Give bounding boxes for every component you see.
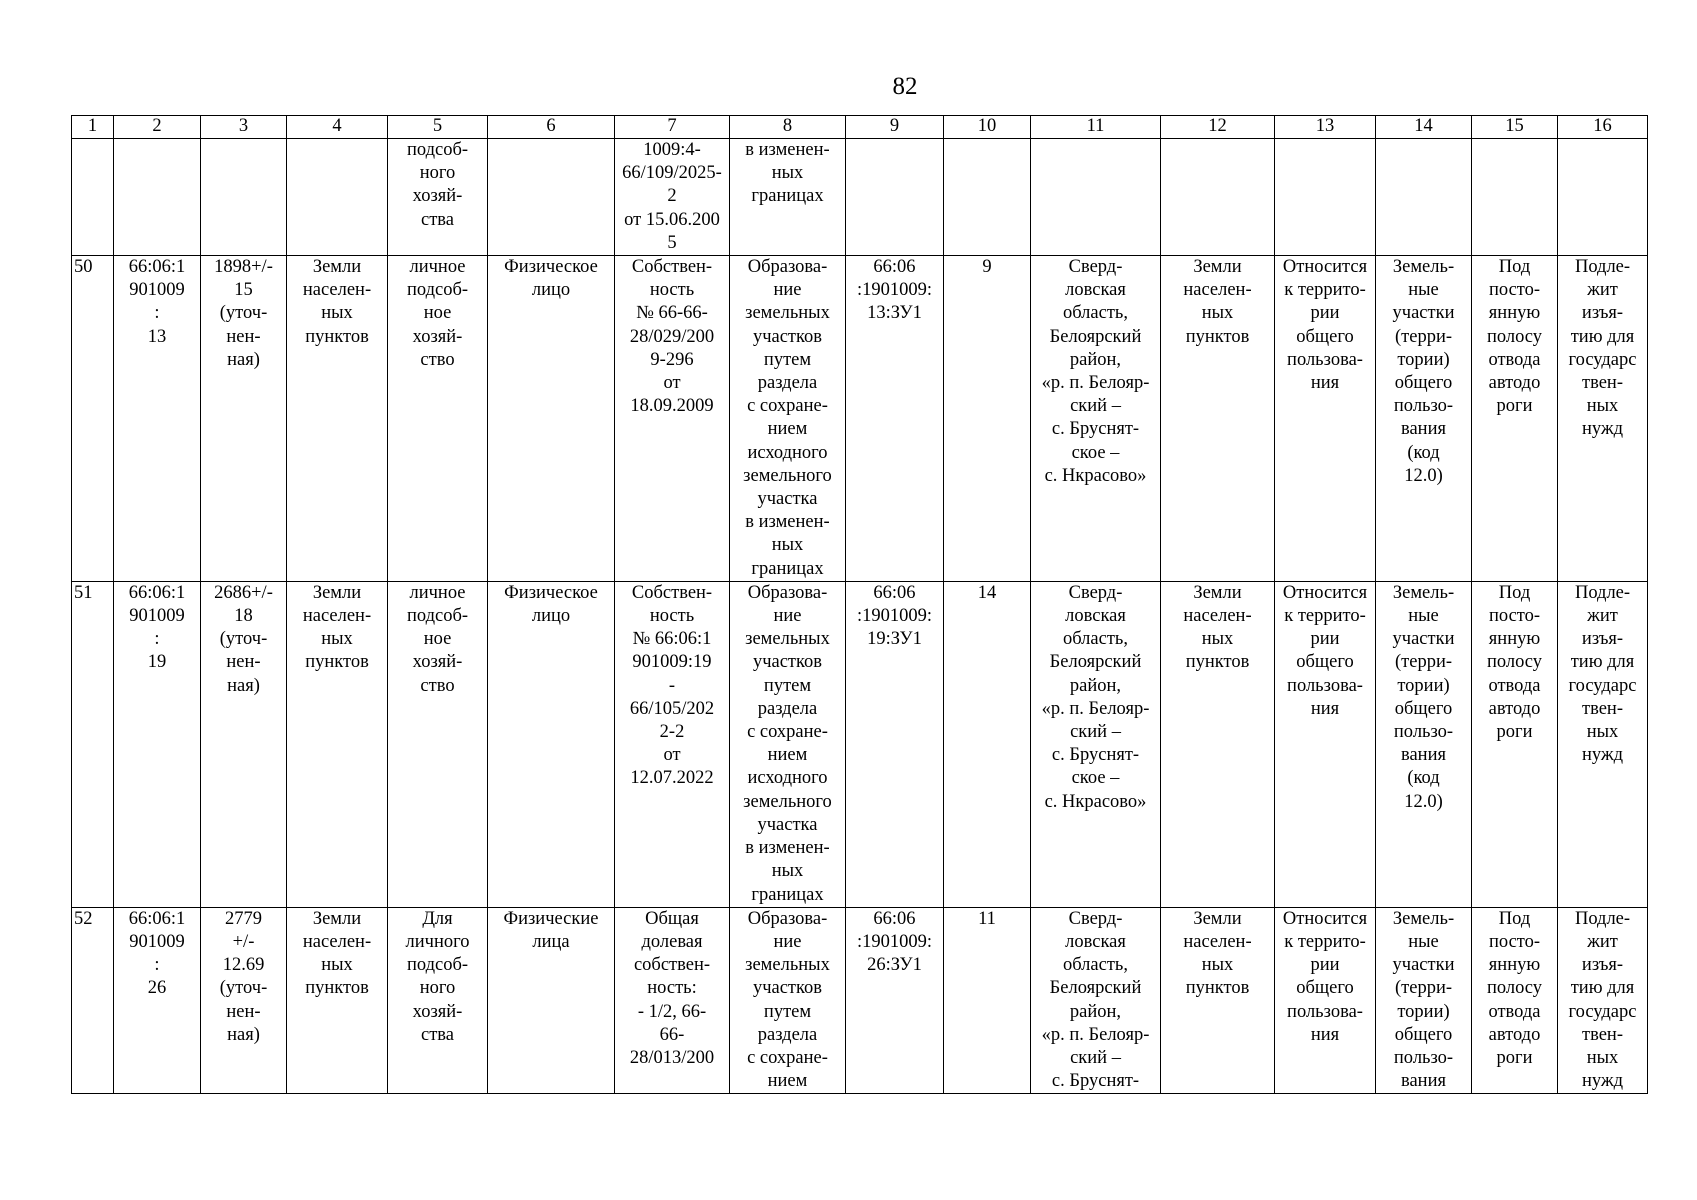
cadastral-number-cell — [114, 139, 201, 256]
land-category-cell: Земли населен- ных пунктов — [287, 581, 388, 907]
formed-area-cell: 14 — [944, 581, 1031, 907]
table-row-continuation — [72, 139, 1648, 256]
page-number: 82 — [892, 73, 918, 100]
row-number-cell — [72, 139, 114, 256]
right-holder-cell: Физическое лицо — [488, 256, 615, 582]
note-cell — [1558, 139, 1648, 256]
formed-area-cell — [944, 139, 1031, 256]
territory-type-cell: Относится к террито- рии общего пользова- ния — [1275, 581, 1376, 907]
territory-type-cell: Относится к террито- рии общего пользова- ния — [1275, 256, 1376, 582]
permitted-use-cell: личное подсоб- ное хозяй- ство — [388, 581, 488, 907]
new-permitted-use-cell: Земель- ные участки (терри- тории) общего пользо- вания (код 12.0) — [1376, 581, 1472, 907]
column-number-cell: 3 — [201, 116, 287, 139]
right-type-cell: Общая долевая собствен- ность: - 1/2, 66- 66- 28/013/200 — [615, 907, 730, 1094]
formed-area-cell: 9 — [944, 256, 1031, 582]
note-cell: Подле- жит изъя- тию для государс твен- ных нужд — [1558, 256, 1648, 582]
right-holder-cell — [488, 139, 615, 256]
formation-method-cell: в изменен- ных границах — [730, 139, 846, 256]
column-number-cell: 2 — [114, 116, 201, 139]
column-number-cell: 12 — [1161, 116, 1275, 139]
note-cell: Подле- жит изъя- тию для государс твен- ных нужд — [1558, 907, 1648, 1094]
territory-type-cell — [1275, 139, 1376, 256]
territory-type-cell: Относится к террито- рии общего пользова- ния — [1275, 907, 1376, 1094]
land-category-cell: Земли населен- ных пунктов — [287, 907, 388, 1094]
right-holder-cell: Физические лица — [488, 907, 615, 1094]
table-row — [72, 581, 1648, 907]
new-permitted-use-cell — [1376, 139, 1472, 256]
column-number-cell: 9 — [846, 116, 944, 139]
new-land-category-cell — [1161, 139, 1275, 256]
column-number-cell: 10 — [944, 116, 1031, 139]
table-row — [72, 907, 1648, 1094]
permitted-use-cell: подсоб- ного хозяй- ства — [388, 139, 488, 256]
row-number-cell: 51 — [72, 581, 114, 907]
area-cell: 2779 +/- 12.69 (уточ- нен- ная) — [201, 907, 287, 1094]
area-cell — [201, 139, 287, 256]
column-number-cell: 4 — [287, 116, 388, 139]
new-land-category-cell: Земли населен- ных пунктов — [1161, 907, 1275, 1094]
address-cell: Сверд- ловская область, Белоярский район, «р. п. Белояр- ский – с. Бруснят- ское – с. Нкрасово» — [1031, 256, 1161, 582]
column-number-cell: 14 — [1376, 116, 1472, 139]
plot-designation-cell: 66:06 :1901009: 19:ЗУ1 — [846, 581, 944, 907]
formation-method-cell: Образова- ние земельных участков путем раздела с сохране- нием исходного земельного участка в изменен- ных границах — [730, 581, 846, 907]
new-permitted-use-cell: Земель- ные участки (терри- тории) общего пользо- вания (код 12.0) — [1376, 256, 1472, 582]
purpose-cell: Под посто- янную полосу отвода автодо роги — [1472, 907, 1558, 1094]
purpose-cell: Под посто- янную полосу отвода автодо роги — [1472, 581, 1558, 907]
area-cell: 1898+/- 15 (уточ- нен- ная) — [201, 256, 287, 582]
column-number-header-row — [72, 116, 1648, 139]
cadastral-number-cell: 66:06:1 901009 : 26 — [114, 907, 201, 1094]
column-number-cell: 15 — [1472, 116, 1558, 139]
column-number-cell: 13 — [1275, 116, 1376, 139]
permitted-use-cell: Для личного подсоб- ного хозяй- ства — [388, 907, 488, 1094]
column-number-cell: 1 — [72, 116, 114, 139]
right-holder-cell: Физическое лицо — [488, 581, 615, 907]
permitted-use-cell: личное подсоб- ное хозяй- ство — [388, 256, 488, 582]
note-cell: Подле- жит изъя- тию для государс твен- ных нужд — [1558, 581, 1648, 907]
cadastral-number-cell: 66:06:1 901009 : 19 — [114, 581, 201, 907]
row-number-cell: 50 — [72, 256, 114, 582]
formation-method-cell: Образова- ние земельных участков путем раздела с сохране- нием — [730, 907, 846, 1094]
formation-method-cell: Образова- ние земельных участков путем раздела с сохране- нием исходного земельного участка в изменен- ных границах — [730, 256, 846, 582]
column-number-cell: 11 — [1031, 116, 1161, 139]
address-cell: Сверд- ловская область, Белоярский район, «р. п. Белояр- ский – с. Бруснят- — [1031, 907, 1161, 1094]
column-number-cell: 8 — [730, 116, 846, 139]
right-type-cell: Собствен- ность № 66-66- 28/029/200 9-296 от 18.09.2009 — [615, 256, 730, 582]
new-land-category-cell: Земли населен- ных пунктов — [1161, 581, 1275, 907]
new-permitted-use-cell: Земель- ные участки (терри- тории) общего пользо- вания — [1376, 907, 1472, 1094]
purpose-cell: Под посто- янную полосу отвода автодо роги — [1472, 256, 1558, 582]
column-number-cell: 7 — [615, 116, 730, 139]
column-number-cell: 5 — [388, 116, 488, 139]
column-number-cell: 16 — [1558, 116, 1648, 139]
area-cell: 2686+/- 18 (уточ- нен- ная) — [201, 581, 287, 907]
address-cell: Сверд- ловская область, Белоярский район, «р. п. Белояр- ский – с. Бруснят- ское – с. Нкрасово» — [1031, 581, 1161, 907]
plot-designation-cell: 66:06 :1901009: 13:ЗУ1 — [846, 256, 944, 582]
formed-area-cell: 11 — [944, 907, 1031, 1094]
right-type-cell: Собствен- ность № 66:06:1 901009:19 - 66/105/202 2-2 от 12.07.2022 — [615, 581, 730, 907]
cadastral-number-cell: 66:06:1 901009 : 13 — [114, 256, 201, 582]
land-category-cell: Земли населен- ных пунктов — [287, 256, 388, 582]
new-land-category-cell: Земли населен- ных пунктов — [1161, 256, 1275, 582]
table-row — [72, 256, 1648, 582]
plot-designation-cell — [846, 139, 944, 256]
plot-designation-cell: 66:06 :1901009: 26:ЗУ1 — [846, 907, 944, 1094]
right-type-cell: 1009:4- 66/109/2025- 2 от 15.06.200 5 — [615, 139, 730, 256]
address-cell — [1031, 139, 1161, 256]
row-number-cell: 52 — [72, 907, 114, 1094]
column-number-cell: 6 — [488, 116, 615, 139]
land-category-cell — [287, 139, 388, 256]
purpose-cell — [1472, 139, 1558, 256]
land-plot-registry-table — [71, 115, 1648, 1094]
